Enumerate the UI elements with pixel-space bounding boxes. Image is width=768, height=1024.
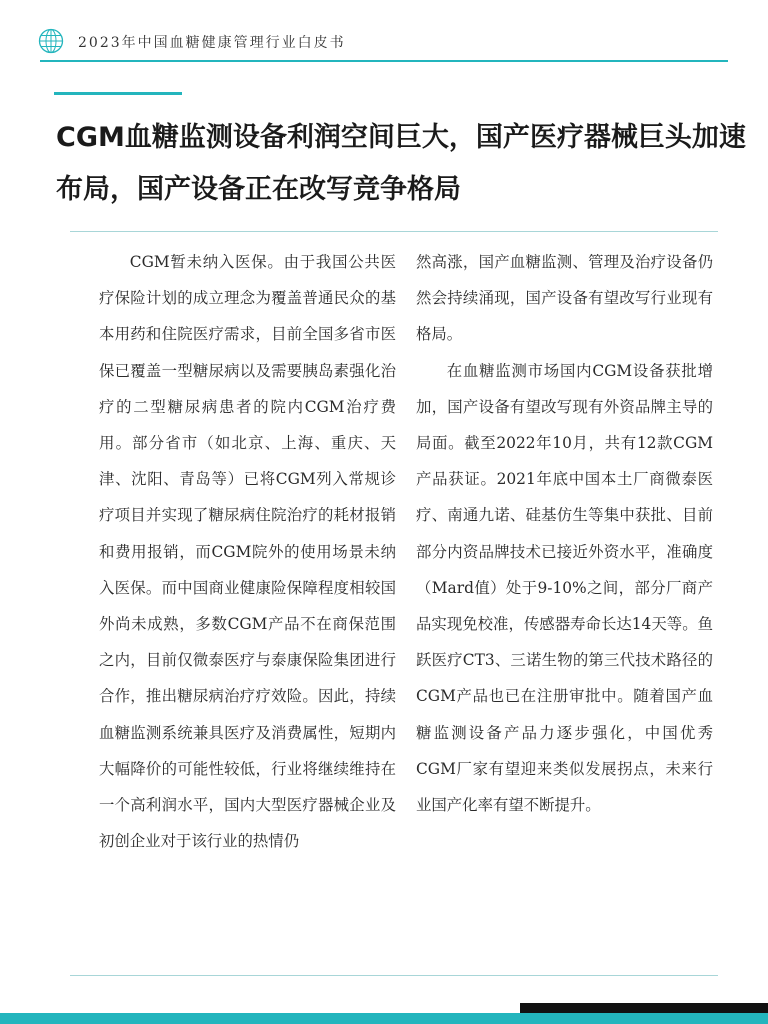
title-divider: [70, 231, 718, 232]
body-paragraph: 然高涨，国产血糖监测、管理及治疗设备仍然会持续涌现，国产设备有望改写行业现有格局。: [416, 253, 713, 344]
article-title: CGM血糖监测设备利润空间巨大，国产医疗器械巨头加速布局，国产设备正在改写竞争格局: [56, 122, 746, 205]
footer-teal-bar: [0, 1013, 768, 1024]
body-column-right: [416, 244, 713, 823]
footer-dark-bar: [520, 1003, 768, 1013]
header-divider: [40, 60, 728, 62]
page-header: [0, 0, 768, 64]
report-title: 2023年中国血糖健康管理行业白皮书: [78, 35, 346, 51]
bottom-divider: [70, 975, 718, 976]
body-paragraph: 在血糖监测市场国内CGM设备获批增加，国产设备有望改写现有外资品牌主导的局面。截至2022年10月，共有12款CGM产品获证。2021年底中国本土厂商微泰医疗、南通九诺、硅基仿生等集中获批、目前部分内资品牌技术已接近外资水平，准确度（Mard值）处于9-10%之间，部分厂商产品实现免校准，传感器寿命长达14天等。鱼跃医疗CT3、三诺生物的第三代技术路径的CGM产品也已在注册审批中。随着国产血糖监测设备产品力逐步强化，中国优秀CGM厂家有望迎来类似发展拐点，未来行业国产化率有望不断提升。: [416, 361, 713, 815]
body-column-left: [99, 244, 396, 859]
title-accent-bar: [54, 92, 182, 95]
body-paragraph: CGM暂未纳入医保。由于我国公共医疗保险计划的成立理念为覆盖普通民众的基本用药和住院医疗需求，目前全国多省市医保已覆盖一型糖尿病以及需要胰岛素强化治疗的二型糖尿病患者的院内CGM治疗费用。部分省市（如北京、上海、重庆、天津、沈阳、青岛等）已将CGM列入常规诊疗项目并实现了糖尿病住院治疗的耗材报销和费用报销，而CGM院外的使用场景未纳入医保。而中国商业健康险保障程度相较国外尚未成熟，多数CGM产品不在商保范围之内，目前仅微泰医疗与泰康保险集团进行合作，推出糖尿病治疗疗效险。因此，持续血糖监测系统兼具医疗及消费属性，短期内大幅降价的可能性较低，行业将继续维持在一个高利润水平，国内大型医疗器械企业及初创企业对于该行业的热情仍: [99, 253, 396, 851]
globe-icon: [38, 28, 64, 54]
